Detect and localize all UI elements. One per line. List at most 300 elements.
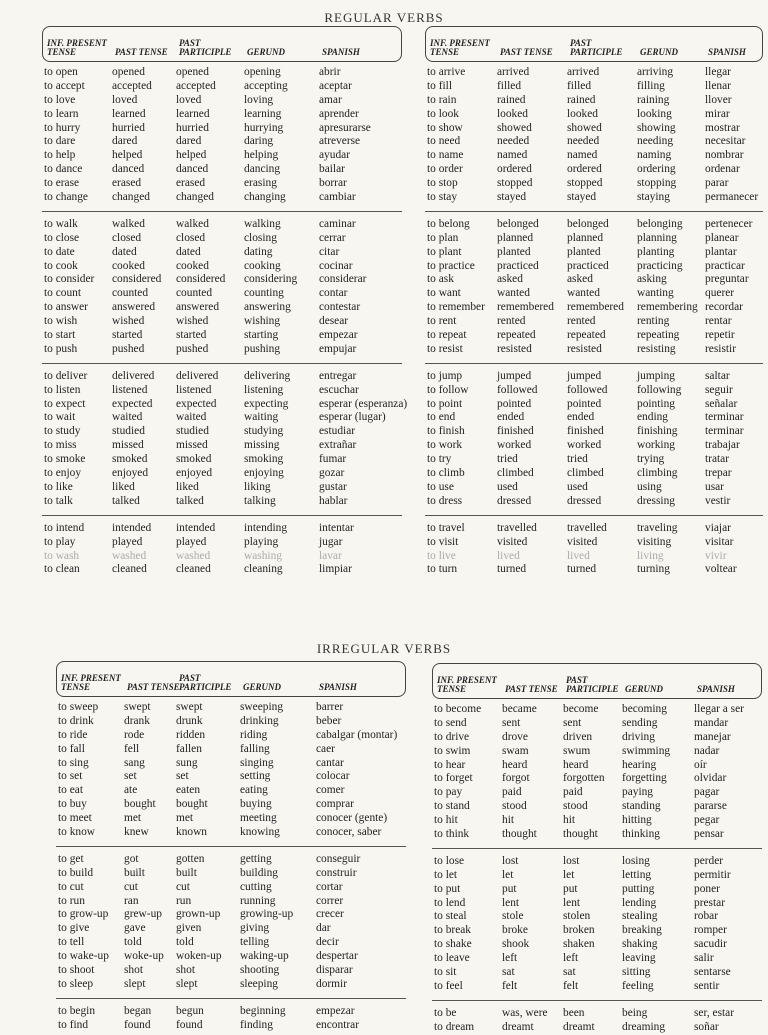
verb-row bbox=[432, 828, 762, 842]
infinitive: to want bbox=[427, 287, 461, 300]
infinitive: to swim bbox=[434, 744, 471, 757]
infinitive: to help bbox=[44, 149, 76, 162]
verb-row bbox=[42, 260, 402, 274]
gerund: traveling bbox=[637, 521, 678, 534]
gerund: letting bbox=[622, 868, 652, 881]
past-tense: missed bbox=[112, 439, 144, 452]
past-participle: forgotten bbox=[563, 772, 605, 785]
gerund: cooking bbox=[244, 259, 281, 272]
verb-row bbox=[42, 411, 402, 425]
spanish: llegar bbox=[705, 66, 731, 78]
verb-group bbox=[432, 855, 762, 994]
past-participle: showed bbox=[567, 121, 602, 134]
verb-row bbox=[56, 770, 406, 784]
spanish: usar bbox=[705, 480, 724, 493]
gerund: counting bbox=[244, 287, 284, 300]
past-tense: climbed bbox=[497, 467, 534, 480]
gerund: turning bbox=[637, 563, 670, 576]
header-spanish: SPANISH bbox=[322, 47, 360, 57]
verb-row bbox=[432, 1021, 762, 1035]
past-participle: let bbox=[563, 868, 575, 881]
infinitive: to learn bbox=[44, 107, 79, 120]
verb-row bbox=[425, 563, 763, 577]
past-tense: opened bbox=[112, 66, 145, 78]
spanish: tratar bbox=[705, 453, 730, 466]
spanish: caminar bbox=[319, 217, 356, 230]
gerund: wanting bbox=[637, 287, 674, 300]
regular-verbs-title: REGULAR VERBS bbox=[324, 10, 444, 25]
past-tense: stole bbox=[502, 910, 524, 923]
header-past-participle: PAST PARTICIPLE bbox=[179, 38, 232, 57]
spanish: permitir bbox=[694, 868, 731, 881]
past-participle: planted bbox=[567, 245, 601, 258]
gerund: following bbox=[637, 383, 682, 396]
spanish: comer bbox=[316, 784, 345, 797]
past-tense: turned bbox=[497, 563, 527, 576]
past-participle: enjoyed bbox=[176, 467, 213, 480]
past-tense: practiced bbox=[497, 259, 539, 272]
spanish: colocar bbox=[316, 770, 350, 783]
verb-row bbox=[56, 1019, 406, 1033]
gerund: giving bbox=[240, 922, 270, 935]
infinitive: to clean bbox=[44, 563, 80, 576]
gerund: working bbox=[637, 439, 675, 452]
infinitive: to ride bbox=[58, 728, 88, 741]
past-participle: wanted bbox=[567, 287, 600, 300]
past-participle: climbed bbox=[567, 467, 604, 480]
infinitive: to talk bbox=[44, 494, 73, 507]
gerund: telling bbox=[240, 936, 270, 949]
spanish: hablar bbox=[319, 494, 348, 507]
gerund: waking-up bbox=[240, 950, 289, 963]
gerund: thinking bbox=[622, 828, 660, 841]
infinitive: to wake-up bbox=[58, 950, 109, 963]
past-participle: asked bbox=[567, 273, 593, 286]
spanish: perder bbox=[694, 854, 724, 867]
table-header bbox=[425, 26, 763, 62]
past-tense: hurried bbox=[112, 121, 145, 134]
spanish: ayudar bbox=[319, 149, 350, 162]
gerund: leaving bbox=[622, 952, 656, 965]
verb-row bbox=[432, 897, 762, 911]
spanish: terminar bbox=[705, 425, 744, 438]
infinitive: to set bbox=[58, 770, 83, 783]
gerund: sending bbox=[622, 716, 658, 729]
group-divider bbox=[42, 515, 402, 516]
gerund: listening bbox=[244, 383, 284, 396]
gerund: considering bbox=[244, 273, 298, 286]
gerund: smoking bbox=[244, 453, 284, 466]
verb-row bbox=[42, 135, 402, 149]
verb-group bbox=[56, 1005, 406, 1033]
verb-row bbox=[42, 66, 402, 80]
infinitive: to become bbox=[434, 703, 482, 715]
past-tense: rented bbox=[497, 315, 526, 328]
verb-row bbox=[425, 246, 763, 260]
past-tense: fell bbox=[124, 742, 140, 755]
past-participle: loved bbox=[176, 93, 202, 106]
spanish: estudiar bbox=[319, 425, 356, 438]
past-participle: ridden bbox=[176, 728, 206, 741]
verb-row bbox=[432, 924, 762, 938]
past-tense: shot bbox=[124, 964, 143, 977]
verb-row bbox=[432, 717, 762, 731]
gerund: beginning bbox=[240, 1004, 286, 1017]
past-participle: put bbox=[563, 882, 578, 895]
past-participle: erased bbox=[176, 177, 206, 190]
infinitive: to climb bbox=[427, 467, 465, 480]
spanish: escuchar bbox=[319, 383, 359, 396]
spanish: sacudir bbox=[694, 938, 727, 951]
gerund: feeling bbox=[622, 979, 654, 992]
past-participle: belonged bbox=[567, 217, 609, 230]
past-tense: studied bbox=[112, 425, 145, 438]
spanish: cocinar bbox=[319, 259, 353, 272]
past-participle: grown-up bbox=[176, 908, 221, 921]
gerund: starting bbox=[244, 329, 279, 342]
past-participle: danced bbox=[176, 163, 209, 176]
gerund: daring bbox=[244, 135, 274, 148]
group-divider bbox=[432, 848, 762, 849]
gerund: walking bbox=[244, 217, 281, 230]
spanish: olvidar bbox=[694, 772, 727, 785]
infinitive: to work bbox=[427, 439, 463, 452]
verb-row bbox=[432, 952, 762, 966]
verb-row bbox=[42, 343, 402, 357]
verb-row bbox=[56, 922, 406, 936]
past-tense: drove bbox=[502, 730, 528, 743]
verb-row bbox=[425, 439, 763, 453]
infinitive: to dance bbox=[44, 163, 83, 176]
past-tense: knew bbox=[124, 826, 149, 839]
past-tense: dreamt bbox=[502, 1020, 534, 1033]
past-participle: turned bbox=[567, 563, 597, 576]
header-past-participle: PAST PARTICIPLE bbox=[566, 675, 619, 694]
spanish: mostrar bbox=[705, 121, 740, 134]
infinitive: to sleep bbox=[58, 977, 94, 990]
past-tense: broke bbox=[502, 924, 528, 937]
gerund: talking bbox=[244, 494, 276, 507]
verb-row bbox=[425, 232, 763, 246]
verb-row bbox=[42, 287, 402, 301]
verb-row bbox=[42, 80, 402, 94]
verb-row bbox=[56, 784, 406, 798]
past-participle: stood bbox=[563, 800, 588, 813]
spanish: pegar bbox=[694, 814, 720, 827]
spanish: cambiar bbox=[319, 191, 356, 204]
gerund: closing bbox=[244, 231, 277, 244]
verb-row bbox=[425, 481, 763, 495]
verb-row bbox=[425, 301, 763, 315]
spanish: manejar bbox=[694, 730, 731, 743]
gerund: planting bbox=[637, 245, 675, 258]
gerund: accepting bbox=[244, 79, 288, 92]
past-participle: cooked bbox=[176, 259, 209, 272]
infinitive: to arrive bbox=[427, 66, 466, 78]
past-participle: arrived bbox=[567, 66, 600, 78]
gerund: ordering bbox=[637, 163, 676, 176]
past-tense: delivered bbox=[112, 369, 155, 382]
past-participle: broken bbox=[563, 924, 595, 937]
spanish: vestir bbox=[705, 494, 731, 507]
past-participle: closed bbox=[176, 231, 206, 244]
past-participle: liked bbox=[176, 480, 199, 493]
spanish: gozar bbox=[319, 467, 345, 480]
verb-row bbox=[56, 853, 406, 867]
past-tense: built bbox=[124, 866, 145, 879]
verb-row bbox=[42, 218, 402, 232]
verb-row bbox=[425, 425, 763, 439]
infinitive: to tell bbox=[58, 936, 85, 949]
infinitive: to order bbox=[427, 163, 463, 176]
spanish: ordenar bbox=[705, 163, 740, 176]
infinitive: to dare bbox=[44, 135, 76, 148]
past-participle: known bbox=[176, 826, 208, 839]
past-participle: considered bbox=[176, 273, 226, 286]
verb-group bbox=[425, 522, 763, 578]
gerund: sitting bbox=[622, 966, 651, 979]
infinitive: to be bbox=[434, 1006, 457, 1019]
past-participle: helped bbox=[176, 149, 207, 162]
past-tense: cooked bbox=[112, 259, 145, 272]
spanish: terminar bbox=[705, 411, 744, 424]
past-tense: became bbox=[502, 703, 537, 715]
infinitive: to start bbox=[44, 329, 76, 342]
verb-row bbox=[56, 964, 406, 978]
spanish: contar bbox=[319, 287, 348, 300]
spanish: amar bbox=[319, 93, 342, 106]
spanish: robar bbox=[694, 910, 719, 923]
infinitive: to erase bbox=[44, 177, 80, 190]
header-past-tense: PAST TENSE bbox=[505, 684, 558, 694]
past-participle: cut bbox=[176, 880, 190, 893]
table-header bbox=[42, 26, 402, 62]
past-participle: changed bbox=[176, 191, 214, 204]
infinitive: to plan bbox=[427, 231, 459, 244]
past-participle: listened bbox=[176, 383, 212, 396]
table-header bbox=[56, 661, 406, 697]
gerund: finishing bbox=[637, 425, 678, 438]
past-participle: accepted bbox=[176, 79, 216, 92]
past-participle: been bbox=[563, 1006, 585, 1019]
past-participle: used bbox=[567, 480, 588, 493]
verb-row bbox=[42, 563, 402, 577]
past-tense: stood bbox=[502, 800, 527, 813]
gerund: getting bbox=[240, 852, 272, 865]
past-participle: slept bbox=[176, 977, 198, 990]
past-tense: intended bbox=[112, 521, 152, 534]
gerund: living bbox=[637, 549, 664, 562]
spanish: voltear bbox=[705, 563, 737, 576]
verb-row bbox=[425, 329, 763, 343]
gerund: shooting bbox=[240, 964, 280, 977]
past-tense: put bbox=[502, 882, 517, 895]
infinitive: to fill bbox=[427, 79, 452, 92]
verb-row bbox=[432, 731, 762, 745]
infinitive: to meet bbox=[58, 812, 92, 825]
gerund: renting bbox=[637, 315, 670, 328]
verb-group bbox=[425, 370, 763, 509]
past-tense: looked bbox=[497, 107, 529, 120]
header-spanish: SPANISH bbox=[697, 684, 735, 694]
gerund: helping bbox=[244, 149, 279, 162]
past-tense: pushed bbox=[112, 342, 145, 355]
past-tense: was, were bbox=[502, 1006, 548, 1019]
verb-row bbox=[425, 80, 763, 94]
gerund: needing bbox=[637, 135, 674, 148]
spanish: nadar bbox=[694, 744, 720, 757]
spanish: considerar bbox=[319, 273, 367, 286]
gerund: trying bbox=[637, 453, 665, 466]
past-participle: run bbox=[176, 894, 192, 907]
gerund: opening bbox=[244, 66, 281, 78]
past-tense: filled bbox=[497, 79, 522, 92]
infinitive: to open bbox=[44, 66, 78, 78]
header-past-tense: PAST TENSE bbox=[115, 47, 168, 57]
past-participle: followed bbox=[567, 383, 608, 396]
verb-group bbox=[432, 1007, 762, 1035]
infinitive: to drink bbox=[58, 714, 94, 727]
group-divider bbox=[56, 998, 406, 999]
past-tense: visited bbox=[497, 535, 528, 548]
verb-row bbox=[425, 218, 763, 232]
past-participle: dared bbox=[176, 135, 202, 148]
gerund: sweeping bbox=[240, 701, 284, 713]
spanish: encontrar bbox=[316, 1018, 360, 1031]
past-tense: ate bbox=[124, 784, 138, 797]
infinitive: to dream bbox=[434, 1020, 475, 1033]
past-tense: sent bbox=[502, 716, 521, 729]
past-tense: changed bbox=[112, 191, 150, 204]
infinitive: to dress bbox=[427, 494, 463, 507]
gerund: setting bbox=[240, 770, 271, 783]
spanish: decir bbox=[316, 936, 339, 949]
past-participle: drunk bbox=[176, 714, 203, 727]
infinitive: to study bbox=[44, 425, 81, 438]
infinitive: to find bbox=[58, 1018, 89, 1031]
verb-row bbox=[56, 978, 406, 992]
group-divider bbox=[425, 211, 763, 212]
verb-row bbox=[432, 910, 762, 924]
gerund: pushing bbox=[244, 342, 281, 355]
verb-row bbox=[432, 855, 762, 869]
past-participle: started bbox=[176, 329, 207, 342]
gerund: learning bbox=[244, 107, 282, 120]
verb-row bbox=[42, 495, 402, 509]
verb-row bbox=[425, 315, 763, 329]
spanish: cortar bbox=[316, 880, 343, 893]
past-tense: gave bbox=[124, 922, 146, 935]
past-tense: met bbox=[124, 812, 142, 825]
verb-row bbox=[425, 453, 763, 467]
spanish: borrar bbox=[319, 177, 347, 190]
past-participle: paid bbox=[563, 786, 583, 799]
infinitive: to fall bbox=[58, 742, 85, 755]
spanish: saltar bbox=[705, 369, 730, 382]
verb-row bbox=[42, 397, 408, 412]
verb-row bbox=[425, 177, 763, 191]
spanish: entregar bbox=[319, 369, 357, 382]
gerund: raining bbox=[637, 93, 670, 106]
past-tense: planned bbox=[497, 231, 534, 244]
infinitive: to smoke bbox=[44, 453, 86, 466]
infinitive: to live bbox=[427, 549, 456, 562]
spanish: contestar bbox=[319, 301, 361, 314]
past-participle: filled bbox=[567, 79, 592, 92]
past-tense: set bbox=[124, 770, 137, 783]
past-participle: begun bbox=[176, 1004, 204, 1017]
verb-row bbox=[425, 191, 763, 205]
infinitive: to cook bbox=[44, 259, 78, 272]
spanish: empezar bbox=[319, 329, 358, 342]
spanish: lavar bbox=[319, 549, 342, 562]
irregular-verbs-left-table bbox=[56, 661, 406, 1033]
spanish: despertar bbox=[316, 950, 358, 963]
spanish: cerrar bbox=[319, 231, 346, 244]
gerund: resisting bbox=[637, 342, 676, 355]
past-participle: walked bbox=[176, 217, 209, 230]
gerund: sleeping bbox=[240, 977, 278, 990]
spanish: señalar bbox=[705, 397, 738, 410]
infinitive: to close bbox=[44, 231, 80, 244]
gerund: paying bbox=[622, 786, 654, 799]
verb-row bbox=[42, 163, 402, 177]
infinitive: to begin bbox=[58, 1004, 96, 1017]
gerund: stopping bbox=[637, 177, 677, 190]
infinitive: to remember bbox=[427, 301, 485, 314]
spanish: trepar bbox=[705, 467, 732, 480]
header-past-tense: PAST TENSE bbox=[500, 47, 553, 57]
verb-row bbox=[425, 163, 763, 177]
gerund: answering bbox=[244, 301, 291, 314]
spanish: intentar bbox=[319, 521, 354, 534]
past-tense: bought bbox=[124, 798, 156, 811]
irregular-verbs-right-table bbox=[432, 663, 762, 1035]
past-tense: learned bbox=[112, 107, 146, 120]
past-participle: finished bbox=[567, 425, 604, 438]
gerund: staying bbox=[637, 191, 670, 204]
group-divider bbox=[425, 363, 763, 364]
past-participle: jumped bbox=[567, 369, 602, 382]
past-tense: told bbox=[124, 936, 142, 949]
verb-row bbox=[42, 550, 402, 564]
past-tense: played bbox=[112, 535, 143, 548]
gerund: looking bbox=[637, 107, 672, 120]
gerund: playing bbox=[244, 535, 279, 548]
infinitive: to lose bbox=[434, 854, 465, 867]
verb-row bbox=[432, 814, 762, 828]
infinitive: to repeat bbox=[427, 329, 467, 342]
past-tense: liked bbox=[112, 480, 135, 493]
spanish: parar bbox=[705, 177, 729, 190]
past-participle: woken-up bbox=[176, 950, 222, 963]
past-participle: smoked bbox=[176, 453, 212, 466]
infinitive: to wash bbox=[44, 549, 80, 562]
spanish: fumar bbox=[319, 453, 347, 466]
spanish: conocer (gente) bbox=[316, 812, 388, 825]
past-tense: grew-up bbox=[124, 908, 162, 921]
verb-row bbox=[42, 439, 402, 453]
past-participle: lived bbox=[567, 549, 590, 562]
gerund: loving bbox=[244, 93, 274, 106]
verb-row bbox=[42, 122, 402, 136]
irregular-verbs-title: IRREGULAR VERBS bbox=[316, 641, 452, 656]
past-tense: jumped bbox=[497, 369, 532, 382]
spanish: ser, estar bbox=[694, 1006, 735, 1019]
past-participle: told bbox=[176, 936, 194, 949]
past-tense: finished bbox=[497, 425, 534, 438]
past-participle: stopped bbox=[567, 177, 603, 190]
